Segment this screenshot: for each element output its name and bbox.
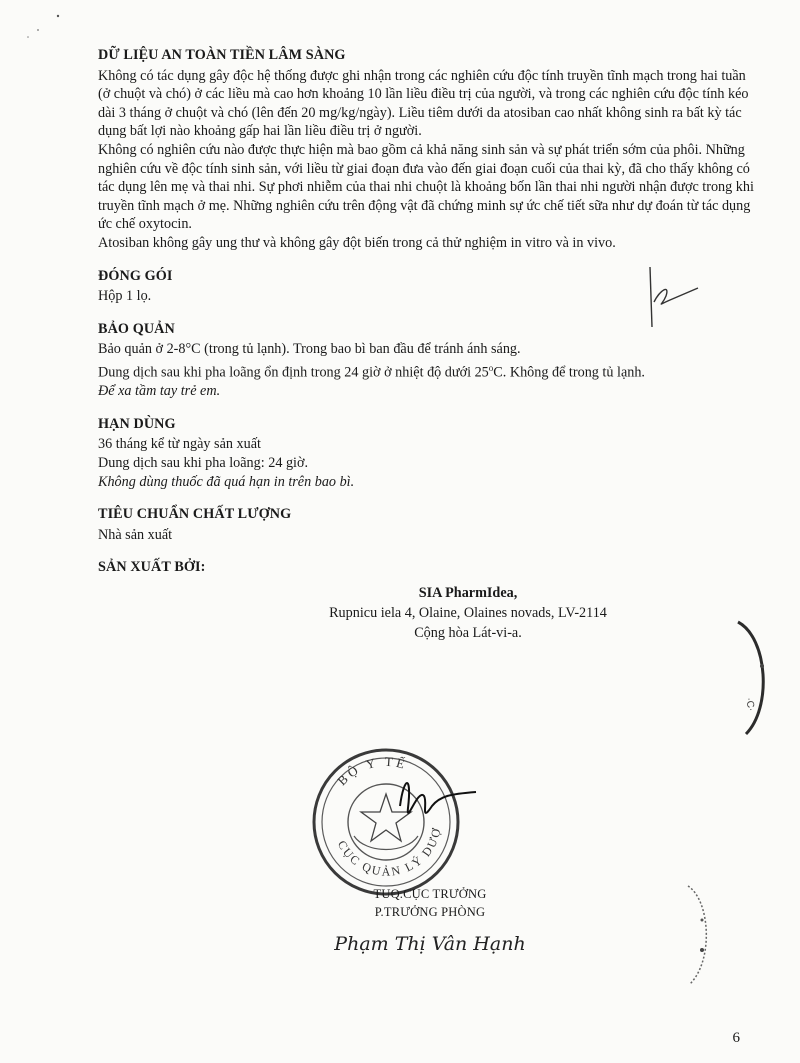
signatory-name: Phạm Thị Vân Hạnh bbox=[334, 933, 526, 955]
preclinical-paragraph-1: Không có tác dụng gây độc hệ thống được ghi nhận trong các nghiên cứu độc tính truyền tĩnh mạch trong hai tuần (ở chuột và chó) ở các liều mà cao hơn khoảng 10 lần liều điều trị của người, và trong các nghiên cứu độc tính kéo dài 3 tháng ở chuột và chó (lên đến 20 mg/kg/ngày). Liều tiêm dưới da atosiban cao nhất không sinh ra bất kỳ tác dụng bất lợi nào khoảng gấp hai lần liều điều trị ở người. bbox=[98, 67, 749, 140]
partial-stamp-edge bbox=[728, 618, 798, 738]
preclinical-paragraph-2: Không có nghiên cứu nào được thực hiện mà bao gồm cả khả năng sinh sản và sự phát triển sớm của phôi. Những nghiên cứu về độc tính sinh sản, với liều từ giai đoạn đưa vào đến giai đoạn cuối của thai kỳ, đã cho thấy không có tác dụng lên mẹ và thai nhi. Sự phơi nhiễm của thai nhi chuột là khoảng bốn lần thai nhi người nhận được trong khi truyền tĩnh mạch ở mẹ. Những nghiên cứu trên động vật đã chứng minh sự ức chế tiết sữa như dự đoán từ tác dụng ức chế oxytocin. bbox=[98, 141, 754, 233]
partial-seal-lower-right bbox=[680, 880, 740, 990]
expiry-line-2: Dung dịch sau khi pha loãng: 24 giờ. bbox=[98, 455, 309, 472]
signature-block bbox=[300, 885, 560, 955]
manufacturer-section bbox=[98, 558, 758, 643]
manufacturer-block bbox=[98, 583, 758, 643]
packaging-heading: ĐÓNG GÓI bbox=[98, 267, 173, 284]
stamp-top-text: BỘ Y TẾ bbox=[334, 753, 410, 789]
preclinical-heading: DỮ LIỆU AN TOÀN TIỀN LÂM SÀNG bbox=[98, 47, 346, 63]
storage-line-2-end: C. Không để trong tủ lạnh. bbox=[493, 364, 645, 381]
manufacturer-name: SIA PharmIdea, bbox=[418, 584, 518, 601]
quality-section bbox=[98, 505, 758, 544]
svg-text:·C·: ·C· bbox=[743, 696, 757, 713]
manufacturer-country: Cộng hòa Lát-vi-a. bbox=[414, 624, 522, 641]
document-body bbox=[98, 46, 758, 657]
preclinical-section bbox=[98, 46, 758, 253]
manufacturer-heading: SẢN XUẤT BỞI: bbox=[98, 559, 206, 576]
official-stamp bbox=[300, 736, 480, 906]
packaging-text: Hộp 1 lọ. bbox=[98, 288, 152, 305]
quality-heading: TIÊU CHUẨN CHẤT LƯỢNG bbox=[98, 506, 292, 523]
scan-artifact bbox=[10, 10, 70, 50]
page-number: 6 bbox=[732, 1030, 740, 1046]
storage-heading: BẢO QUẢN bbox=[98, 320, 175, 337]
storage-line-2-start: Dung dịch sau khi pha loãng ổn định trong 24 giờ ở nhiệt độ dưới 25 bbox=[98, 364, 489, 381]
storage-line-1: Bảo quản ở 2-8°C (trong tủ lạnh). Trong bao bì ban đầu để tránh ánh sáng. bbox=[98, 341, 521, 358]
manufacturer-address: Rupnicu iela 4, Olaine, Olaines novads, LV-2114 bbox=[329, 604, 607, 621]
storage-degree-sup: o bbox=[488, 362, 494, 373]
expiry-line-3: Không dùng thuốc đã quá hạn in trên bao bì. bbox=[98, 473, 355, 490]
stamp-bottom-text: CỤC QUẢN LÝ DƯỢ bbox=[334, 825, 444, 879]
storage-line-3: Để xa tầm tay trẻ em. bbox=[98, 383, 221, 400]
quality-text: Nhà sản xuất bbox=[98, 526, 173, 543]
storage-line-2 bbox=[98, 359, 758, 382]
signature-title-2: P.TRƯỞNG PHÒNG bbox=[374, 905, 486, 919]
expiry-heading: HẠN DÙNG bbox=[98, 415, 176, 432]
preclinical-paragraph-3: Atosiban không gây ung thư và không gây đột biến trong cả thử nghiệm in vitro và in vivo. bbox=[98, 234, 616, 251]
stamp-svg bbox=[300, 736, 480, 906]
expiry-section bbox=[98, 415, 758, 491]
signature-title-1: TUQ.CỤC TRƯỞNG bbox=[373, 887, 487, 901]
initial-mark bbox=[640, 262, 710, 332]
expiry-line-1: 36 tháng kể từ ngày sản xuất bbox=[98, 436, 261, 453]
